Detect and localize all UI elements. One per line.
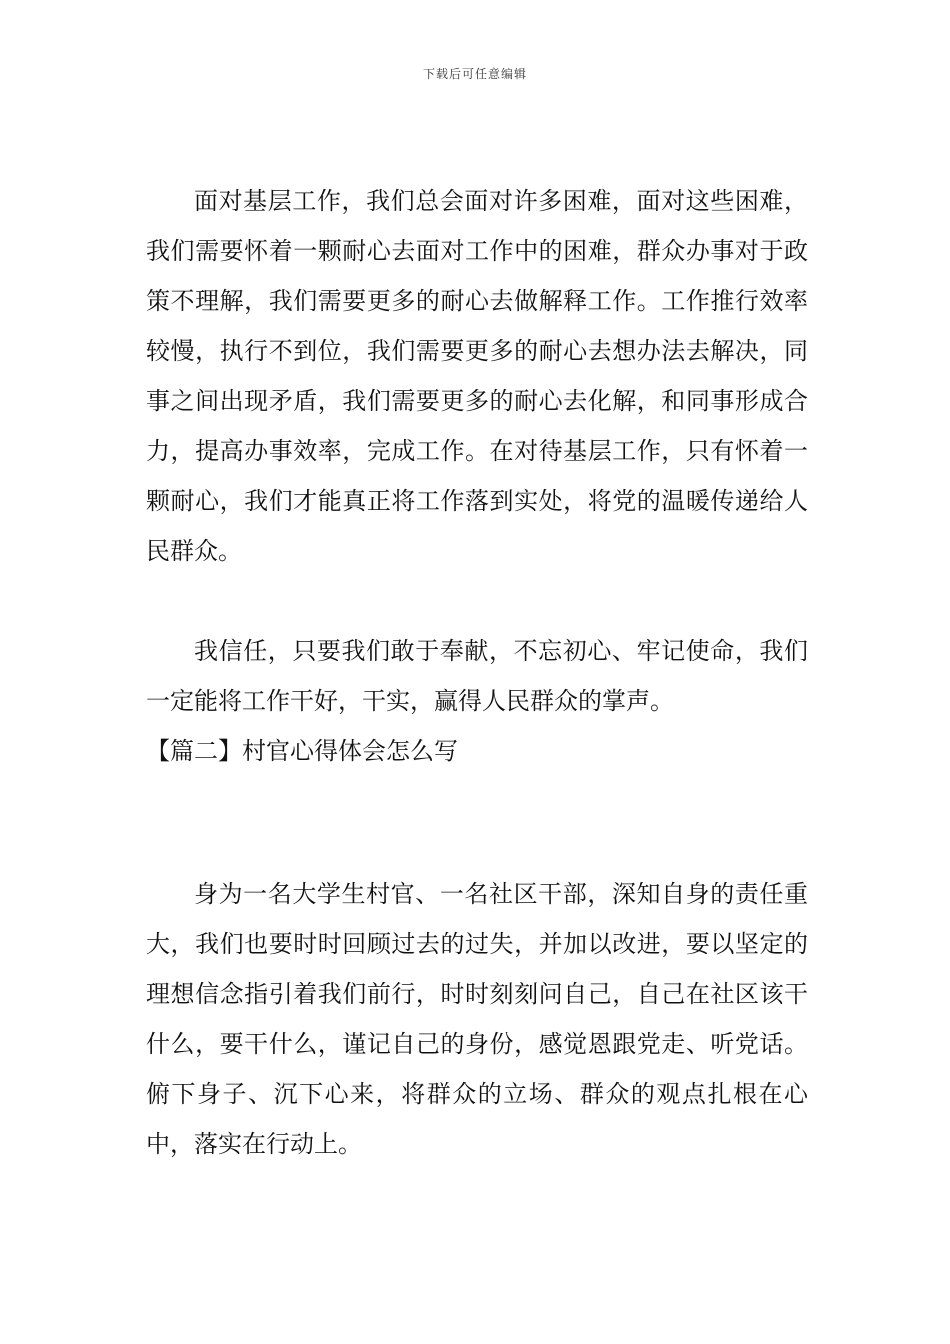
paragraph-1: 面对基层工作，我们总会面对许多困难，面对这些困难，我们需要怀着一颗耐心去面对工作中的困难，群众办事对于政策不理解，我们需要更多的耐心去做解释工作。工作推行效率较慢，执行不到位，我们需要更多的耐心去想办法去解决，同事之间出现矛盾，我们需要更多的耐心去化解，和同事形成合力，提高办事效率，完成工作。在对待基层工作，只有怀着一颗耐心，我们才能真正将工作落到实处，将党的温暖传递给人民群众。 [146,187,808,565]
paragraph-2: 我信任，只要我们敢于奉献，不忘初心、牢记使命，我们一定能将工作干好，干实，赢得人民群众的掌声。 [146,637,808,715]
section-heading: 【篇二】村官心得体会怎么写 [146,737,458,765]
header-note: 下载后可任意编辑 [422,67,527,81]
paragraph-3: 身为一名大学生村官、一名社区干部，深知自身的责任重大，我们也要时时回顾过去的过失，并加以改进，要以坚定的理想信念指引着我们前行，时时刻刻问自己，自己在社区该干什么，要干什么，谨记自己的身份，感觉恩跟党走、听党话。俯下身子、沉下心来，将群众的立场、群众的观点扎根在心中，落实在行动上。 [146,880,808,1158]
